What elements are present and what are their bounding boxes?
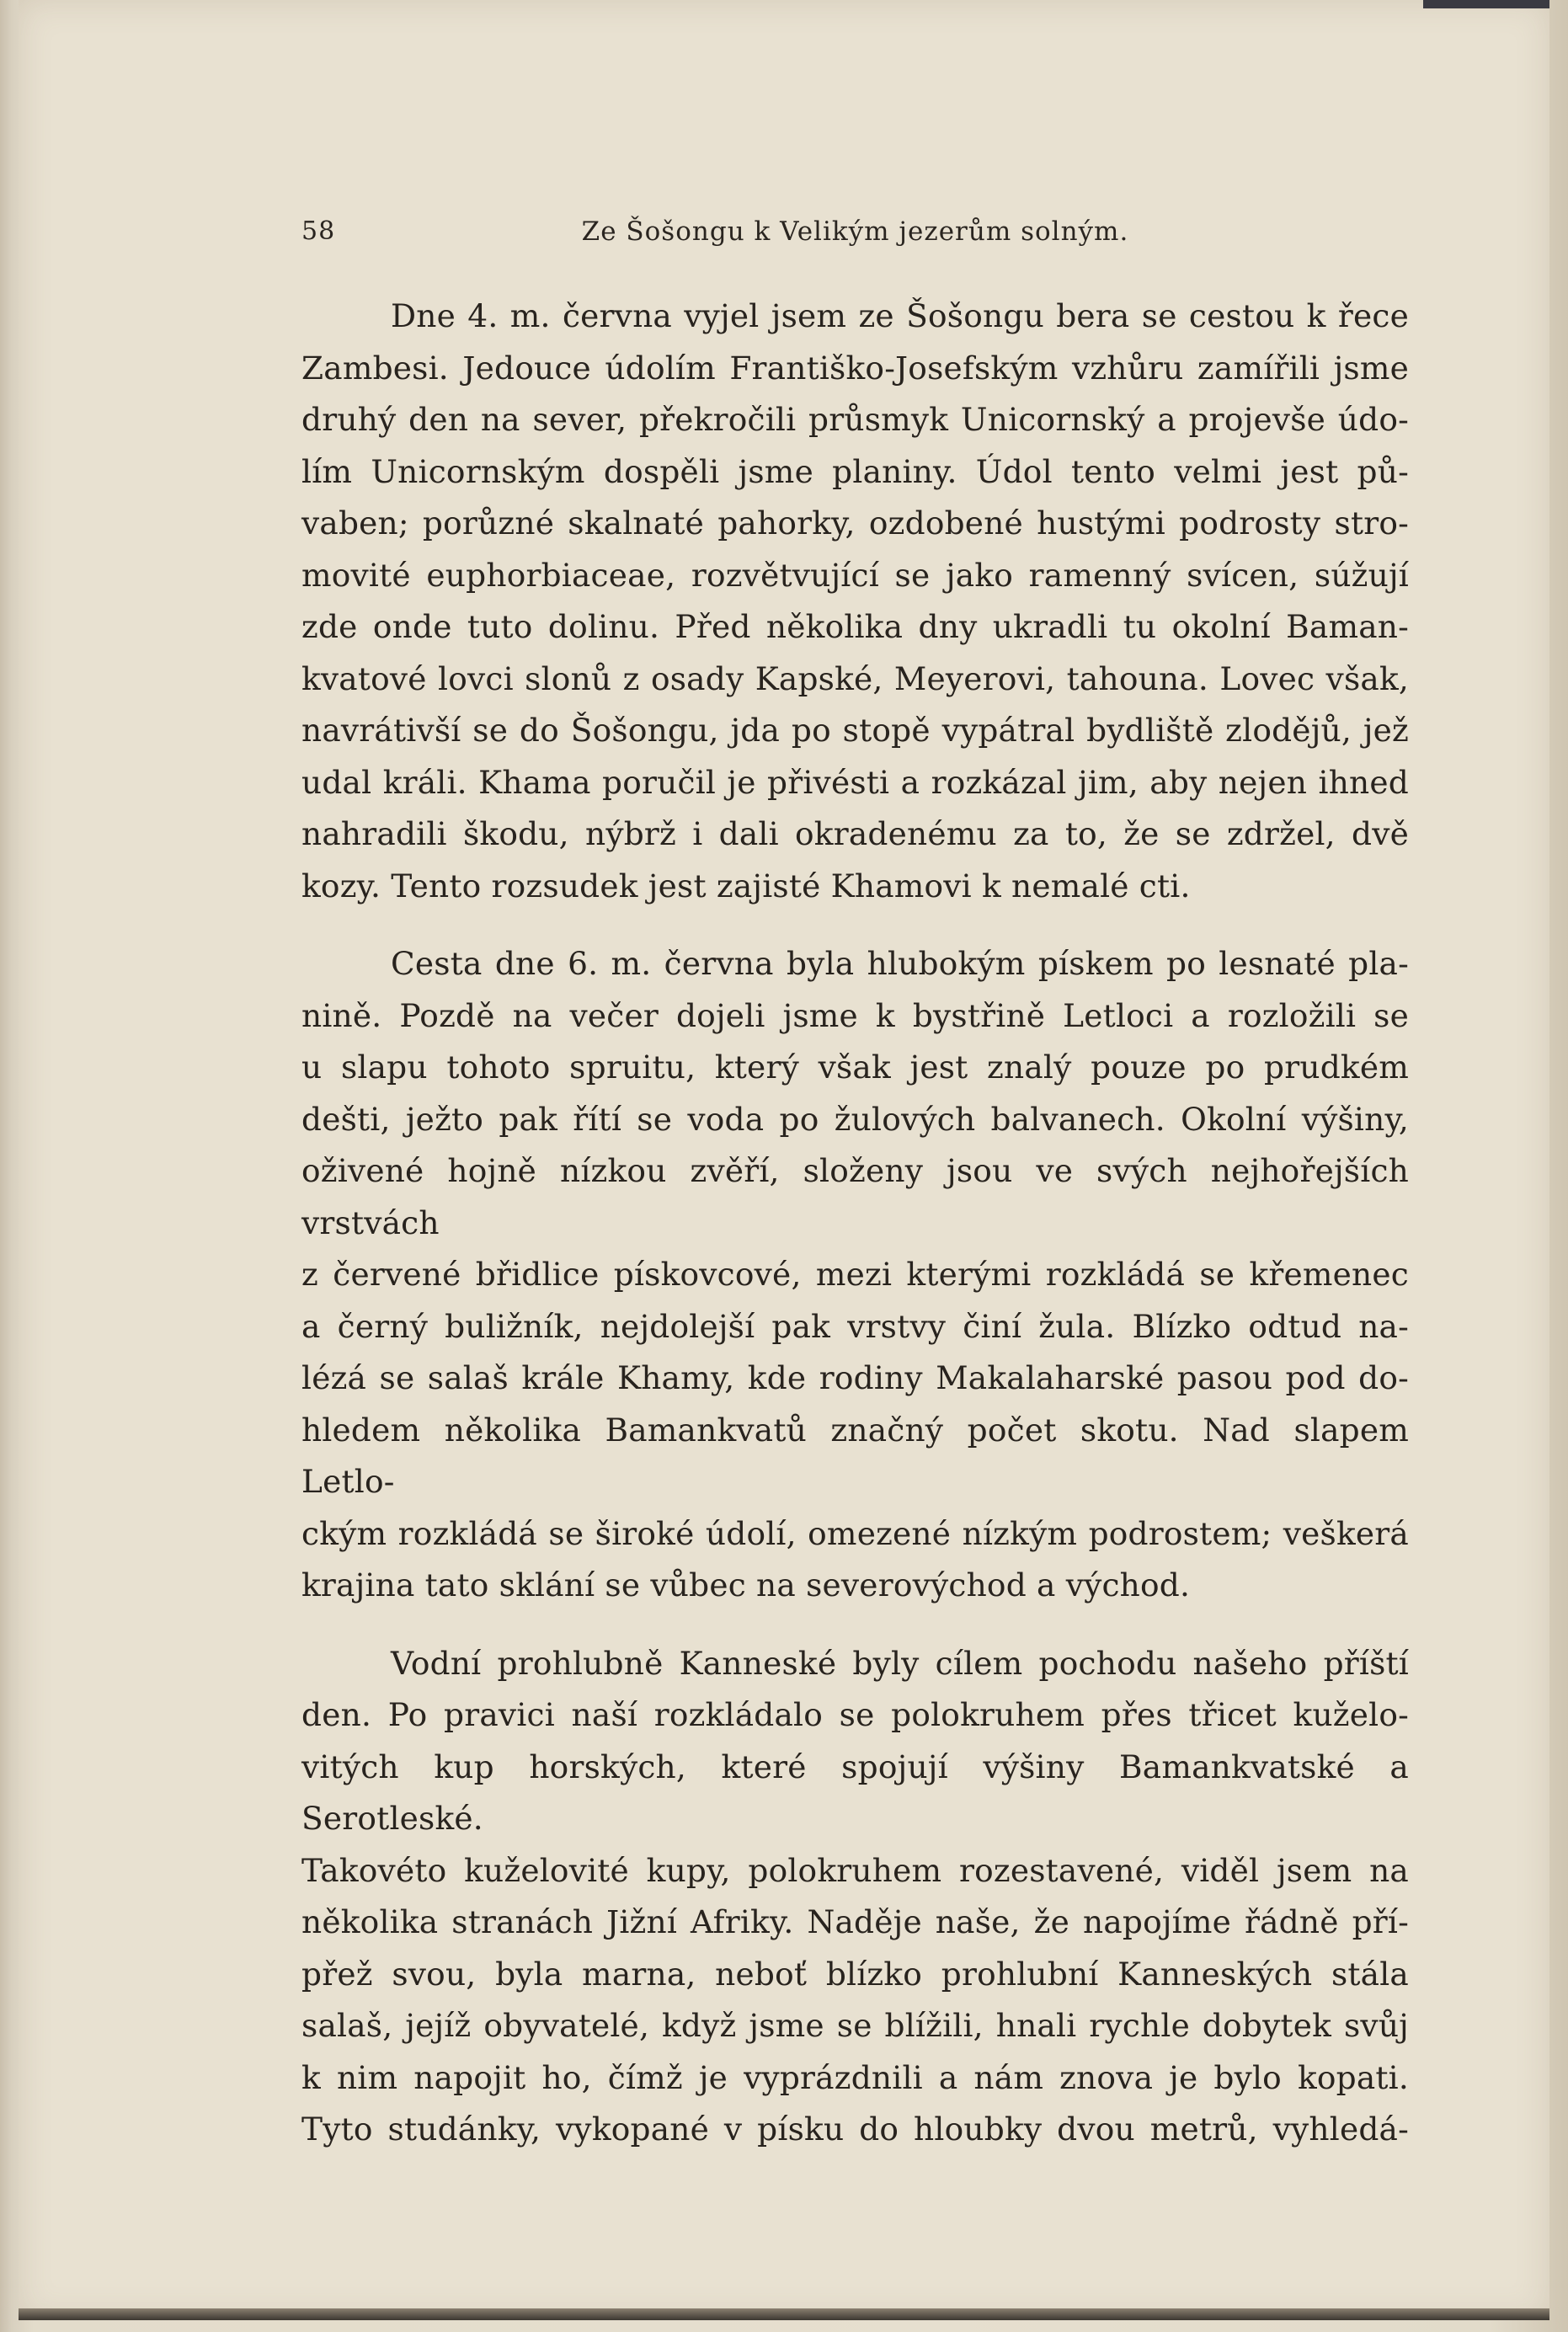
body-text bbox=[301, 291, 1409, 2156]
text-line: nině. Pozdě na večer dojeli jsme k bystřině Letloci a rozložili se bbox=[301, 996, 1409, 1034]
text-line: Vodní prohlubně Kanneské byly cílem pochodu našeho příští bbox=[391, 1644, 1409, 1682]
text-line: a černý buližník, nejdolejší pak vrstvy činí žula. Blízko odtud na- bbox=[301, 1307, 1409, 1345]
text-line: salaš, jejíž obyvatelé, když jsme se blížili, hnali rychle dobytek svůj bbox=[301, 2007, 1409, 2044]
text-line: z červené břidlice pískovcové, mezi kterými rozkládá se křemenec bbox=[301, 1256, 1409, 1293]
text-line: krajina tato sklání se vůbec na severovýchod a východ. bbox=[301, 1566, 1191, 1604]
text-line: navrátivší se do Šošongu, jda po stopě vypátral bydliště zlodějů, jež bbox=[301, 712, 1409, 749]
text-line: den. Po pravici naší rozkládalo se polokruhem přes třicet kuželo- bbox=[301, 1696, 1409, 1733]
text-line: dešti, ježto pak řítí se voda po žulových balvanech. Okolní výšiny, bbox=[301, 1100, 1409, 1138]
text-line: vaben; porůzné skalnaté pahorky, ozdobené hustými podrosty stro- bbox=[301, 504, 1409, 542]
text-line: nahradili škodu, nýbrž i dali okradenému za to, že se zdržel, dvě bbox=[301, 815, 1409, 852]
scan-corner-mark bbox=[1423, 0, 1549, 8]
text-line: Dne 4. m. června vyjel jsem ze Šošongu bera se cestou k řece bbox=[391, 297, 1409, 334]
text-line: lézá se salaš krále Khamy, kde rodiny Makalaharské pasou pod do- bbox=[301, 1359, 1409, 1396]
text-line: oživené hojně nízkou zvěří, složeny jsou ve svých nejhořejších vrstvách bbox=[301, 1152, 1409, 1241]
page-number: 58 bbox=[301, 216, 336, 246]
page-bottom-edge bbox=[19, 2308, 1549, 2320]
text-line: zde onde tuto dolinu. Před několika dny ukradli tu okolní Baman- bbox=[301, 608, 1409, 645]
text-line: kozy. Tento rozsudek jest zajisté Khamovi k nemalé cti. bbox=[301, 867, 1191, 905]
text-line: Zambesi. Jedouce údolím Františko-Josefským vzhůru zamířili jsme bbox=[301, 349, 1409, 387]
paragraph bbox=[301, 1638, 1409, 2156]
text-line: Takovéto kuželovité kupy, polokruhem rozestavené, viděl jsem na bbox=[301, 1851, 1409, 1889]
text-line: vitých kup horských, které spojují výšiny Bamankvatské a Serotleské. bbox=[301, 1748, 1409, 1837]
paragraph bbox=[301, 938, 1409, 1612]
paragraph bbox=[301, 291, 1409, 912]
running-title: Ze Šošongu k Velikým jezerům solným. bbox=[581, 216, 1129, 247]
text-line: lím Unicornským dospěli jsme planiny. Údol tento velmi jest pů- bbox=[301, 452, 1409, 490]
running-head bbox=[301, 216, 1409, 257]
text-line: Cesta dne 6. m. června byla hlubokým pískem po lesnaté pla- bbox=[391, 945, 1409, 982]
text-line: několika stranách Jižní Afriky. Naděje naše, že napojíme řádně pří- bbox=[301, 1903, 1409, 1940]
text-line: ckým rozkládá se široké údolí, omezené nízkým podrostem; veškerá bbox=[301, 1514, 1409, 1552]
text-line: přež svou, byla marna, neboť blízko prohlubní Kanneských stála bbox=[301, 1955, 1409, 1993]
text-line: hledem několika Bamankvatů značný počet skotu. Nad slapem Letlo- bbox=[301, 1411, 1409, 1500]
text-line: kvatové lovci slonů z osady Kapské, Meyerovi, tahouna. Lovec však, bbox=[301, 659, 1409, 697]
text-line: druhý den na sever, překročili průsmyk Unicornský a projevše údo- bbox=[301, 401, 1409, 438]
text-line: k nim napojit ho, čímž je vyprázdnili a nám znova je bylo kopati. bbox=[301, 2058, 1409, 2096]
text-line: Tyto studánky, vykopané v písku do hloubky dvou metrů, vyhledá- bbox=[301, 2111, 1409, 2148]
text-line: udal králi. Khama poručil je přivésti a rozkázal jim, aby nejen ihned bbox=[301, 763, 1409, 801]
text-line: movité euphorbiaceae, rozvětvující se jako ramenný svícen, súžují bbox=[301, 556, 1409, 594]
text-line: u slapu tohoto spruitu, který však jest znalý pouze po prudkém bbox=[301, 1049, 1409, 1086]
